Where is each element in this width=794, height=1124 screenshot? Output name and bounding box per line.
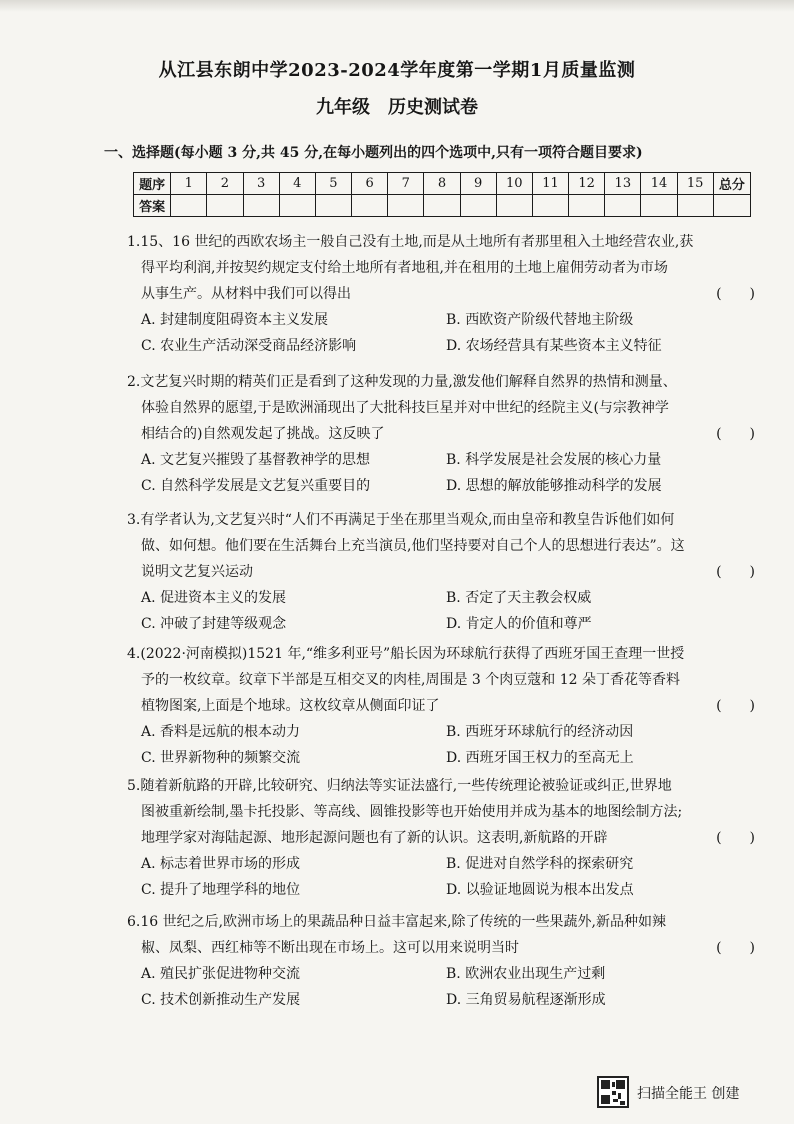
- option-d[interactable]: D. 三角贸易航程逐渐形成: [446, 992, 606, 1008]
- question-text-line: 予的一枚纹章。纹章下半部是互相交叉的肉桂,周围是 3 个肉豆蔻和 12 朵丁香花等香料: [141, 672, 680, 688]
- answer-table-total-label: 总分: [713, 173, 750, 195]
- answer-cell[interactable]: [424, 195, 460, 217]
- option-b[interactable]: B. 否定了天主教会权威: [446, 590, 592, 606]
- answer-cell[interactable]: [532, 195, 568, 217]
- question-text: 植物图案,上面是个地球。这枚纹章从侧面印证了: [141, 698, 440, 714]
- answer-cell[interactable]: [207, 195, 243, 217]
- option-a[interactable]: A. 殖民扩张促进物种交流: [141, 966, 301, 982]
- answer-number: 2: [207, 173, 243, 195]
- question-text-line: [127, 559, 769, 585]
- answer-table-answer-row: [134, 195, 751, 217]
- question-2: [127, 369, 769, 499]
- question-5: [127, 773, 769, 903]
- answer-table-row2-label: 答案: [134, 195, 171, 217]
- option-row: [127, 745, 769, 771]
- question-text-line: 图被重新绘制,墨卡托投影、等高线、圆锥投影等也开始使用并成为基本的地图绘制方法;: [141, 804, 683, 820]
- question-text-line: 5.随着新航路的开辟,比较研究、归纳法等实证法盛行,一些传统理论被验证或纠正,世界地: [127, 778, 672, 794]
- question-text-line: [127, 825, 769, 851]
- question-3: [127, 507, 769, 637]
- option-row: [127, 585, 769, 611]
- option-d[interactable]: D. 农场经营具有某些资本主义特征: [446, 338, 662, 354]
- answer-number: 4: [279, 173, 315, 195]
- answer-cell[interactable]: [352, 195, 388, 217]
- question-4: [127, 641, 769, 771]
- answer-cell[interactable]: [569, 195, 605, 217]
- question-text-line: [127, 693, 769, 719]
- question-text-line: 1.15、16 世纪的西欧农场主一般自己没有土地,而是从土地所有者那里租入土地经营农业,获: [127, 234, 694, 250]
- option-c[interactable]: C. 技术创新推动生产发展: [141, 992, 301, 1008]
- question-text: 相结合的)自然观发起了挑战。这反映了: [141, 426, 385, 442]
- answer-number: 1: [171, 173, 207, 195]
- answer-number: 13: [605, 173, 641, 195]
- answer-bracket: ( ): [716, 698, 755, 714]
- option-row: [127, 611, 769, 637]
- answer-number: 6: [352, 173, 388, 195]
- option-row: [127, 447, 769, 473]
- question-text: 椒、凤梨、西红柿等不断出现在市场上。这可以用来说明当时: [141, 940, 519, 956]
- question-text-line: [127, 935, 769, 961]
- question-text-line: [127, 421, 769, 447]
- option-row: [127, 877, 769, 903]
- option-a[interactable]: A. 文艺复兴摧毁了基督教神学的思想: [141, 452, 371, 468]
- answer-table-header-row: [134, 173, 751, 195]
- answer-cell[interactable]: [315, 195, 351, 217]
- answer-number: 5: [315, 173, 351, 195]
- question-text-line: 得平均利润,并按契约规定支付给土地所有者地租,并在租用的土地上雇佣劳动者为市场: [141, 260, 668, 276]
- answer-number: 11: [532, 173, 568, 195]
- option-c[interactable]: C. 农业生产活动深受商品经济影响: [141, 338, 357, 354]
- option-d[interactable]: D. 以验证地圆说为根本出发点: [446, 882, 634, 898]
- answer-number: 7: [388, 173, 424, 195]
- answer-number: 10: [496, 173, 532, 195]
- option-row: [127, 307, 769, 333]
- answer-bracket: ( ): [716, 286, 755, 302]
- answer-bracket: ( ): [716, 564, 755, 580]
- option-c[interactable]: C. 提升了地理学科的地位: [141, 882, 301, 898]
- question-text-line: 体验自然界的愿望,于是欧洲涌现出了大批科技巨星并对中世纪的经院主义(与宗教神学: [141, 400, 669, 416]
- question-text-line: 6.16 世纪之后,欧洲市场上的果蔬品种日益丰富起来,除了传统的一些果蔬外,新品种如辣: [127, 914, 666, 930]
- option-d[interactable]: D. 肯定人的价值和尊严: [446, 616, 592, 632]
- answer-cell[interactable]: [171, 195, 207, 217]
- answer-number: 9: [460, 173, 496, 195]
- option-row: [127, 987, 769, 1013]
- option-b[interactable]: B. 科学发展是社会发展的核心力量: [446, 452, 662, 468]
- answer-number: 12: [569, 173, 605, 195]
- option-a[interactable]: A. 香料是远航的根本动力: [141, 724, 301, 740]
- option-row: [127, 719, 769, 745]
- exam-title: 从江县东朗中学2023-2024学年度第一学期1月质量监测: [158, 60, 636, 81]
- option-row: [127, 961, 769, 987]
- answer-number: 14: [641, 173, 677, 195]
- scan-edge: [0, 0, 794, 12]
- question-text: 说明文艺复兴运动: [141, 564, 253, 580]
- option-b[interactable]: B. 促进对自然学科的探索研究: [446, 856, 634, 872]
- answer-number: 8: [424, 173, 460, 195]
- option-d[interactable]: D. 西班牙国王权力的至高无上: [446, 750, 634, 766]
- section-heading: 一、选择题(每小题 3 分,共 45 分,在每小题列出的四个选项中,只有一项符合题目要求): [104, 145, 643, 161]
- scanner-watermark: [597, 1076, 777, 1110]
- option-a[interactable]: A. 标志着世界市场的形成: [141, 856, 301, 872]
- answer-table: [133, 172, 751, 217]
- question-text-line: 做、如何想。他们要在生活舞台上充当演员,他们坚持要对自己个人的思想进行表达”。这: [141, 538, 685, 554]
- option-c[interactable]: C. 世界新物种的频繁交流: [141, 750, 301, 766]
- answer-number: 3: [243, 173, 279, 195]
- answer-cell[interactable]: [605, 195, 641, 217]
- answer-cell[interactable]: [243, 195, 279, 217]
- question-6: [127, 909, 769, 1013]
- qr-code-icon: [597, 1076, 629, 1108]
- answer-cell[interactable]: [460, 195, 496, 217]
- option-c[interactable]: C. 冲破了封建等级观念: [141, 616, 287, 632]
- total-score-cell[interactable]: [713, 195, 750, 217]
- option-row: [127, 333, 769, 359]
- option-a[interactable]: A. 封建制度阻碍资本主义发展: [141, 312, 329, 328]
- answer-cell[interactable]: [677, 195, 713, 217]
- answer-cell[interactable]: [641, 195, 677, 217]
- option-c[interactable]: C. 自然科学发展是文艺复兴重要目的: [141, 478, 371, 494]
- question-1: [127, 229, 769, 359]
- answer-bracket: ( ): [716, 426, 755, 442]
- option-row: [127, 851, 769, 877]
- answer-table-row1-label: 题序: [134, 173, 171, 195]
- option-a[interactable]: A. 促进资本主义的发展: [141, 590, 287, 606]
- question-text-line: 4.(2022·河南模拟)1521 年,“维多利亚号”船长因为环球航行获得了西班牙国王查理一世授: [127, 646, 685, 662]
- answer-bracket: ( ): [716, 830, 755, 846]
- option-b[interactable]: B. 欧洲农业出现生产过剩: [446, 966, 606, 982]
- question-text: 从事生产。从材料中我们可以得出: [141, 286, 351, 302]
- answer-cell[interactable]: [388, 195, 424, 217]
- question-text-line: 2.文艺复兴时期的精英们正是看到了这种发现的力量,激发他们解释自然界的热情和测量、: [127, 374, 677, 390]
- answer-cell[interactable]: [279, 195, 315, 217]
- option-b[interactable]: B. 西班牙环球航行的经济动因: [446, 724, 634, 740]
- exam-subtitle: 九年级 历史测试卷: [316, 97, 478, 118]
- answer-bracket: ( ): [716, 940, 755, 956]
- option-d[interactable]: D. 思想的解放能够推动科学的发展: [446, 478, 662, 494]
- question-text-line: 3.有学者认为,文艺复兴时“人们不再满足于坐在那里当观众,而由皇帝和教皇告诉他们如何: [127, 512, 675, 528]
- question-text: 地理学家对海陆起源、地形起源问题也有了新的认识。这表明,新航路的开辟: [141, 830, 608, 846]
- answer-number: 15: [677, 173, 713, 195]
- question-text-line: [127, 281, 769, 307]
- option-row: [127, 473, 769, 499]
- scanner-text: 扫描全能王 创建: [637, 1086, 740, 1102]
- option-b[interactable]: B. 西欧资产阶级代替地主阶级: [446, 312, 634, 328]
- answer-cell[interactable]: [496, 195, 532, 217]
